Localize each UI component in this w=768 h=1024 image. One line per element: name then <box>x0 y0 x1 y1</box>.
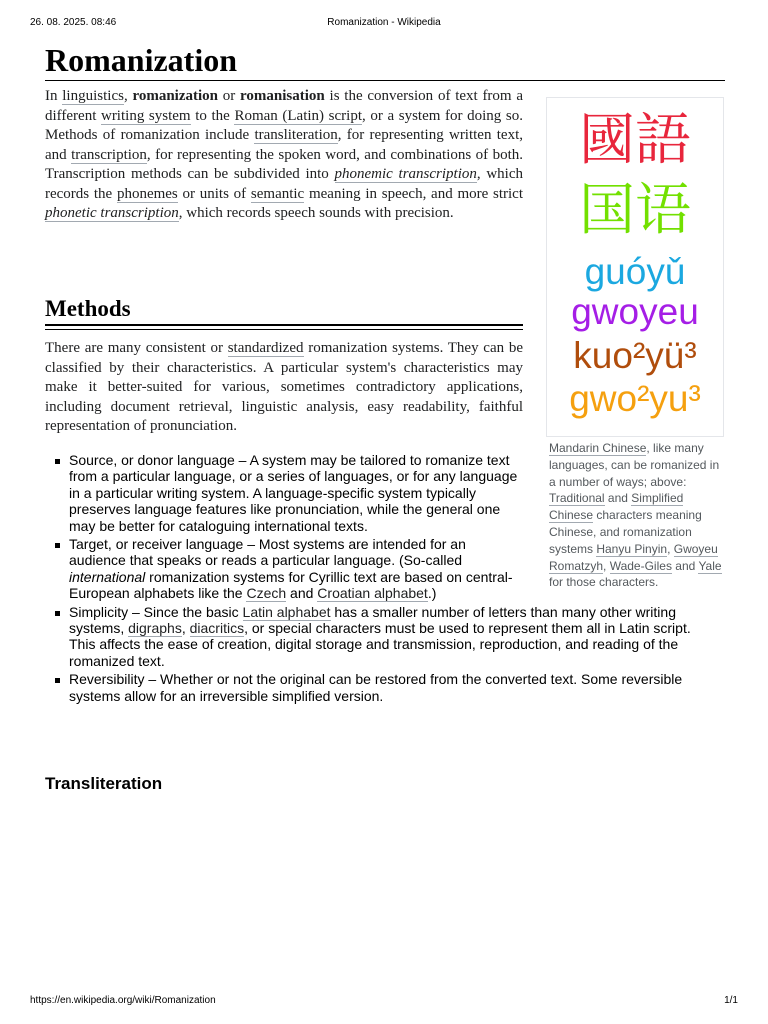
link-gwoyeu-romatzyh[interactable]: Gwoyeu Romatzyh <box>549 541 718 573</box>
link-simplified-chinese[interactable]: Simplified Chinese <box>549 491 684 523</box>
text: , <box>181 620 190 637</box>
link-transcription[interactable]: transcription <box>71 146 147 163</box>
text: romanization systems. They can be classified by their characteristics. A particular system's characteristics may make it better-suited for various, sometimes contradictory applications, including document retrieval, linguistic analysis, easy readability, faithful representation of pronunciation. <box>45 340 523 434</box>
text: has a smaller number of letters than many other writing systems, <box>69 603 676 637</box>
infobox-image[interactable] <box>546 97 724 437</box>
text: Target, or receiver language – Most systems are intended for an audience that speaks or reads a particular language. (So-called <box>69 536 466 569</box>
wade-giles-text: kuo²yü³ <box>573 335 697 376</box>
text: , <box>667 541 674 556</box>
link-yale[interactable]: Yale <box>698 558 722 573</box>
text: meaning in speech, and more strict <box>304 185 524 202</box>
print-header <box>30 17 738 31</box>
methods-divider-thin <box>45 329 523 330</box>
text: Simplicity – Since the basic <box>69 603 243 620</box>
intro-paragraph <box>45 87 523 224</box>
list-item-reversibility <box>45 671 717 704</box>
text: , for representing written text, and <box>45 127 523 163</box>
link-diacritics[interactable]: diacritics <box>189 620 245 637</box>
methods-paragraph <box>45 339 523 437</box>
methods-divider <box>45 324 523 326</box>
text: .) <box>427 585 437 602</box>
print-page-number: 1/1 <box>724 995 738 1006</box>
link-hanyu-pinyin[interactable]: Hanyu Pinyin <box>596 541 668 556</box>
link-writing-system[interactable]: writing system <box>100 107 191 124</box>
link-phonemic-transcription[interactable]: phonemic transcription <box>334 166 477 182</box>
link-mandarin-chinese[interactable]: Mandarin Chinese <box>549 441 647 455</box>
link-latin-alphabet[interactable]: Latin alphabet <box>242 603 331 620</box>
link-transliteration[interactable]: transliteration <box>254 127 338 143</box>
print-page-title: Romanization - Wikipedia <box>327 17 441 28</box>
text: to the <box>190 107 235 124</box>
print-footer <box>30 995 738 1009</box>
link-linguistics[interactable]: linguistics <box>62 88 124 104</box>
text: , <box>123 88 133 104</box>
text: and <box>286 585 318 602</box>
text: is the conversion of text from a different <box>45 88 524 124</box>
link-czech[interactable]: Czech <box>246 585 287 602</box>
list-item-simplicity <box>45 604 717 670</box>
title-divider <box>45 80 725 81</box>
link-croatian-alphabet[interactable]: Croatian alphabet <box>317 585 428 602</box>
list-item-source <box>45 452 519 534</box>
simplified-chinese-text: 国语 <box>579 178 691 243</box>
list-item-target <box>45 536 519 602</box>
link-semantic[interactable]: semantic <box>250 185 305 202</box>
page-title: Romanization <box>45 42 237 78</box>
text: , <box>603 558 610 573</box>
text: , or a system for doing so. Methods of romanization include <box>45 107 523 143</box>
link-traditional[interactable]: Traditional <box>549 491 605 506</box>
text: There are many consistent or <box>45 340 228 356</box>
list-item-text: Reversibility – Whether or not the original can be restored from the converted text. Some reversible systems allow for an irreversible simplified version. <box>69 671 683 704</box>
text: , which records the <box>45 166 524 202</box>
traditional-chinese-text: 國語 <box>579 108 691 173</box>
text: or <box>218 88 241 104</box>
italic-international: international <box>69 568 146 585</box>
link-phonetic-transcription[interactable]: phonetic transcription <box>45 205 179 221</box>
link-roman-script[interactable]: Roman (Latin) script <box>234 107 362 124</box>
list-item-text: Source, or donor language – A system may be tailored to romanize text from a particular language, or a series of languages, or for any language in a particular writing system. A language-specific system typically preserves language features like pronunciation, while the general one may be better for cataloguing international texts. <box>69 452 518 534</box>
text: , like many languages, can be romanized in a number of ways; above: <box>549 441 720 489</box>
text: and <box>671 558 699 573</box>
text: or units of <box>177 185 251 202</box>
text: In <box>45 88 63 104</box>
text: , which records speech sounds with precision. <box>178 205 454 221</box>
link-standardized[interactable]: standardized <box>227 340 304 356</box>
methods-heading: Methods <box>45 296 131 321</box>
link-digraphs[interactable]: digraphs <box>128 620 182 637</box>
text: , for representing the spoken word, and combinations of both. Transcription methods can be subdivided into <box>45 146 523 182</box>
link-phonemes[interactable]: phonemes <box>116 185 178 202</box>
print-url: https://en.wikipedia.org/wiki/Romanization <box>30 995 216 1006</box>
transliteration-heading: Transliteration <box>45 774 163 793</box>
bold-romanization: romanization <box>132 88 219 104</box>
bold-romanisation: romanisation <box>240 88 325 104</box>
text: romanization systems for Cyrillic text are based on central-European alphabets like the <box>69 568 513 602</box>
print-date: 26. 08. 2025. 08:46 <box>30 17 117 28</box>
infobox-caption <box>549 440 725 591</box>
text: , or special characters must be used to represent them all in Latin script. This affects the ease of creation, digital storage and transmission, reproduction, and reading of the romanized text. <box>69 620 691 669</box>
yale-text: gwo²yu³ <box>569 378 701 419</box>
link-wade-giles[interactable]: Wade-Giles <box>609 558 672 573</box>
text: and <box>604 491 632 506</box>
text: for those characters. <box>549 575 659 590</box>
text: characters meaning Chinese, and romanization systems <box>549 508 702 556</box>
gwoyeu-romatzyh-text: gwoyeu <box>571 291 699 332</box>
pinyin-text: guóyǔ <box>584 251 686 292</box>
